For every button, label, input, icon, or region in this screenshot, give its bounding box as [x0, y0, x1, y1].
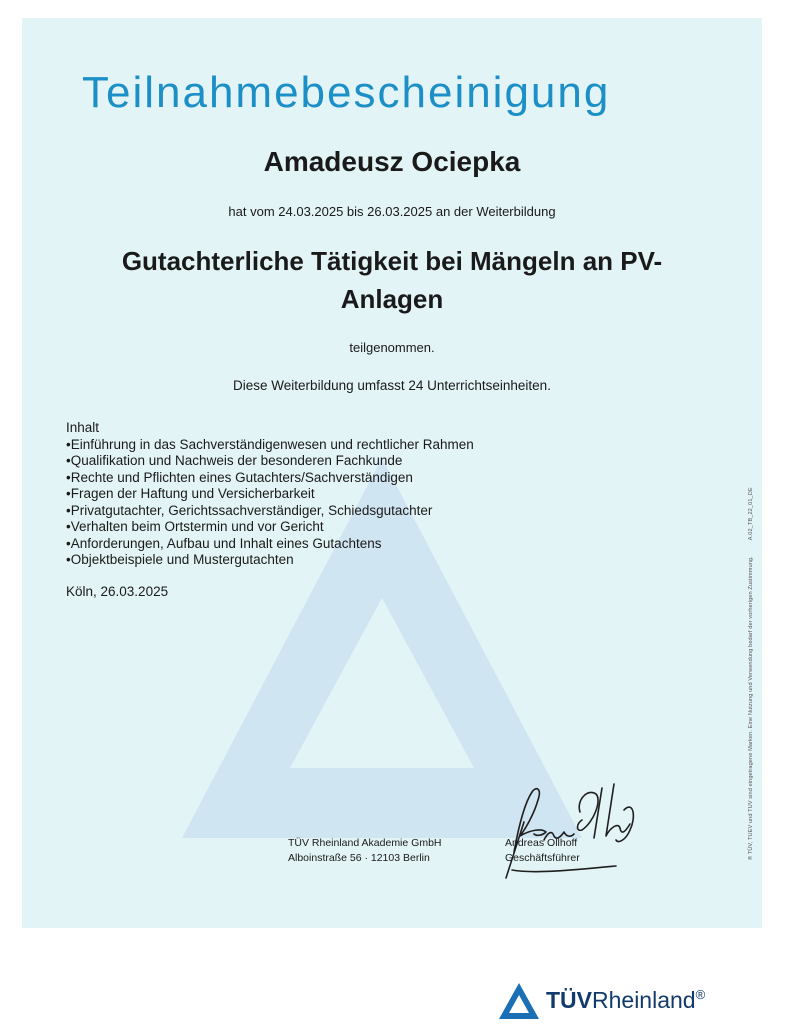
course-title-line-1: Gutachterliche Tätigkeit bei Mängeln an PV- — [121, 246, 663, 276]
participant-name: Amadeusz Ociepka — [263, 146, 521, 177]
content-list — [66, 437, 474, 569]
logo-brand: TÜV — [546, 987, 592, 1013]
place-date: Köln, 26.03.2025 — [66, 584, 169, 599]
list-item: • Anforderungen, Aufbau und Inhalt eines Gutachtens — [66, 536, 474, 553]
page-title: Teilnahmebescheinigung — [82, 68, 611, 117]
signer-name: Andreas Ollhoff — [505, 837, 578, 849]
list-item: • Objektbeispiele und Mustergutachten — [66, 552, 474, 569]
list-item: • Verhalten beim Ortstermin und vor Gericht — [66, 519, 474, 536]
list-item: • Privatgutachter, Gerichtssachverständiger, Schiedsgutachter — [66, 503, 474, 520]
units-text: Diese Weiterbildung umfasst 24 Unterrichtseinheiten. — [233, 378, 551, 393]
legal-text: ® TÜV, TUEV und TUV sind eingetragene Marken. Eine Nutzung und Verwendung bedarf der vorherigen Zustimmung. — [748, 556, 754, 860]
course-title-line-2: Anlagen — [340, 284, 444, 314]
company-block — [288, 836, 442, 866]
registered-mark: ® — [695, 987, 706, 1002]
content-heading: Inhalt — [66, 420, 100, 435]
form-code: A.02_TB_22_01_DE — [748, 487, 754, 541]
logo-wordmark — [546, 987, 705, 1014]
company-name: TÜV Rheinland Akademie GmbH — [288, 837, 442, 849]
list-item: • Einführung in das Sachverständigenwesen und rechtlicher Rahmen — [66, 437, 474, 454]
legal-notice — [748, 487, 754, 860]
logo-name: Rheinland — [592, 987, 696, 1013]
signer-block — [505, 836, 580, 866]
content-section — [66, 420, 474, 569]
certificate-paper — [22, 18, 762, 928]
tuv-triangle-icon — [497, 981, 541, 1021]
intro-text: hat vom 24.03.2025 bis 26.03.2025 an der Weiterbildung — [228, 204, 556, 219]
list-item: • Fragen der Haftung und Versicherbarkeit — [66, 486, 474, 503]
participated-text: teilgenommen. — [349, 340, 435, 355]
course-title — [72, 242, 712, 318]
list-item: • Qualifikation und Nachweis der besonderen Fachkunde — [66, 453, 474, 470]
signer-role: Geschäftsführer — [505, 852, 580, 864]
list-item: • Rechte und Pflichten eines Gutachters/Sachverständigen — [66, 470, 474, 487]
tuv-logo — [497, 981, 737, 1021]
company-address: Alboinstraße 56 · 12103 Berlin — [288, 852, 430, 864]
